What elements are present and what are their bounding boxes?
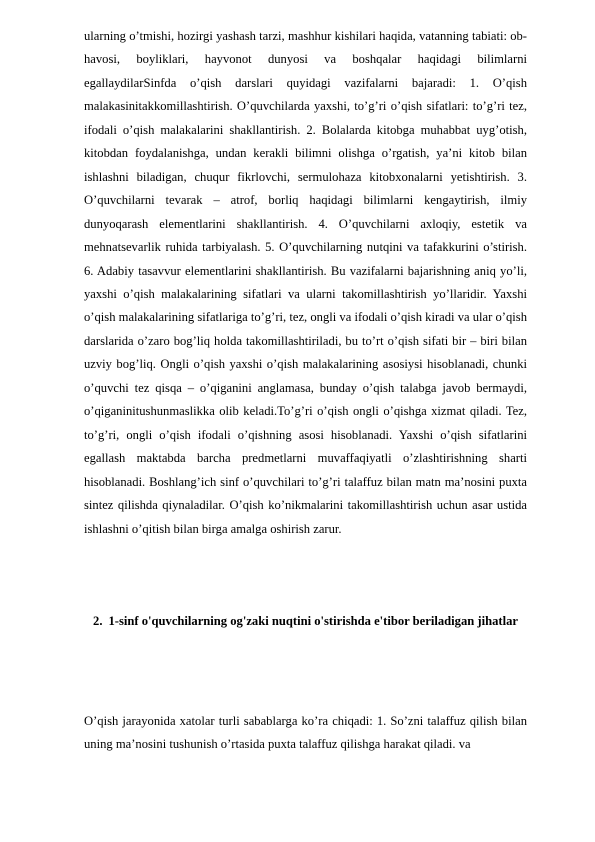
section-title: 1-sinf o'quvchilarning og'zaki nuqtini o'stirishda e'tibor beriladigan jihatlar [108,614,518,628]
section-number: 2. [93,614,103,628]
body-text [84,25,527,541]
body-text-2 [84,710,527,757]
paragraph-2: O’qish jarayonida xatolar turli sabablarga ko’ra chiqadi: 1. So’zni talaffuz qilish bilan uning ma’nosini tushunish o’rtasida puxta talaffuz qilishga harakat qiladi. va [84,714,527,752]
paragraph-1: ularning o’tmishi, hozirgi yashash tarzi, mashhur kishilari haqida, vatanning tabiati: ob-havosi, boyliklari, hayvonot dunyosi va boshqalar haqidagi bilimlarni egallaydilarSinfda o’qish darslari quyidagi vazifalarni bajaradi: 1. O’qish malakasinitakkomillashtirish. O’quvchilarda yaxshi, to’g’ri o’qish sifatlari: to’g’ri tez, ifodali o’qish malakalarini shakllantirish. 2. Bolalarda kitobga muhabbat uyg’otish, kitobdan foydalanishga, undan kerakli bilimni olishga o’rgatish, ya’ni kitob bilan ishlashni biladigan, chuqur fikrlovchi, sermulohaza kitobxonalarni yetishtirish. 3. O’quvchilarni tevarak – atrof, borliq haqidagi bilimlarni kengaytirish, ilmiy dunyoqarash elementlarini shakllantirish. 4. O’quvchilarni axloqiy, estetik va mehnatsevarlik ruhida tarbiyalash. 5. O’quvchilarning nutqini va tafakkurini o’stirish. 6. Adabiy tasavvur elementlarini shakllantirish. Bu vazifalarni bajarishning aniq yo’li, yaxshi o’qish malakalarining sifatlari va ularni takomillashtirish yo’llaridir. Yaxshi o’qish malakalarining sifatlariga to’g’ri, tez, ongli va ifodali o’qish kiradi va ular o’qish darslarida o’zaro bog’liq holda takomillashtiriladi, bu to’rt o’qish sifati bir – biri bilan uzviy bog’liq. Ongli o’qish yaxshi o’qish malakalarining asosiysi hisoblanadi, chunki o’quvchi tez qisqa – o’qiganini anglamasa, bunday o’qish talabga javob bermaydi, o’qiganinitushunmaslikka olib keladi.To’g’ri o’qish ongli o’qishga xizmat qiladi. Tez, to’g’ri, ongli o’qish ifodali o’qishning asosi hisoblanadi. Yaxshi o’qish sifatlarini egallash maktabda barcha predmetlarni muvaffaqiyatli o’zlashtirishning sharti hisoblanadi. Boshlang’ich sinf o’quvchilari to’g’ri talaffuz bilan matn ma’nosini puxta sintez qilishda qiynaladilar. O’qish ko’nikmalarini takomillashtirish uchun asar ustida ishlashni o’qitish bilan birga amalga oshirish zarur. [84,29,527,536]
section-heading [84,610,527,633]
